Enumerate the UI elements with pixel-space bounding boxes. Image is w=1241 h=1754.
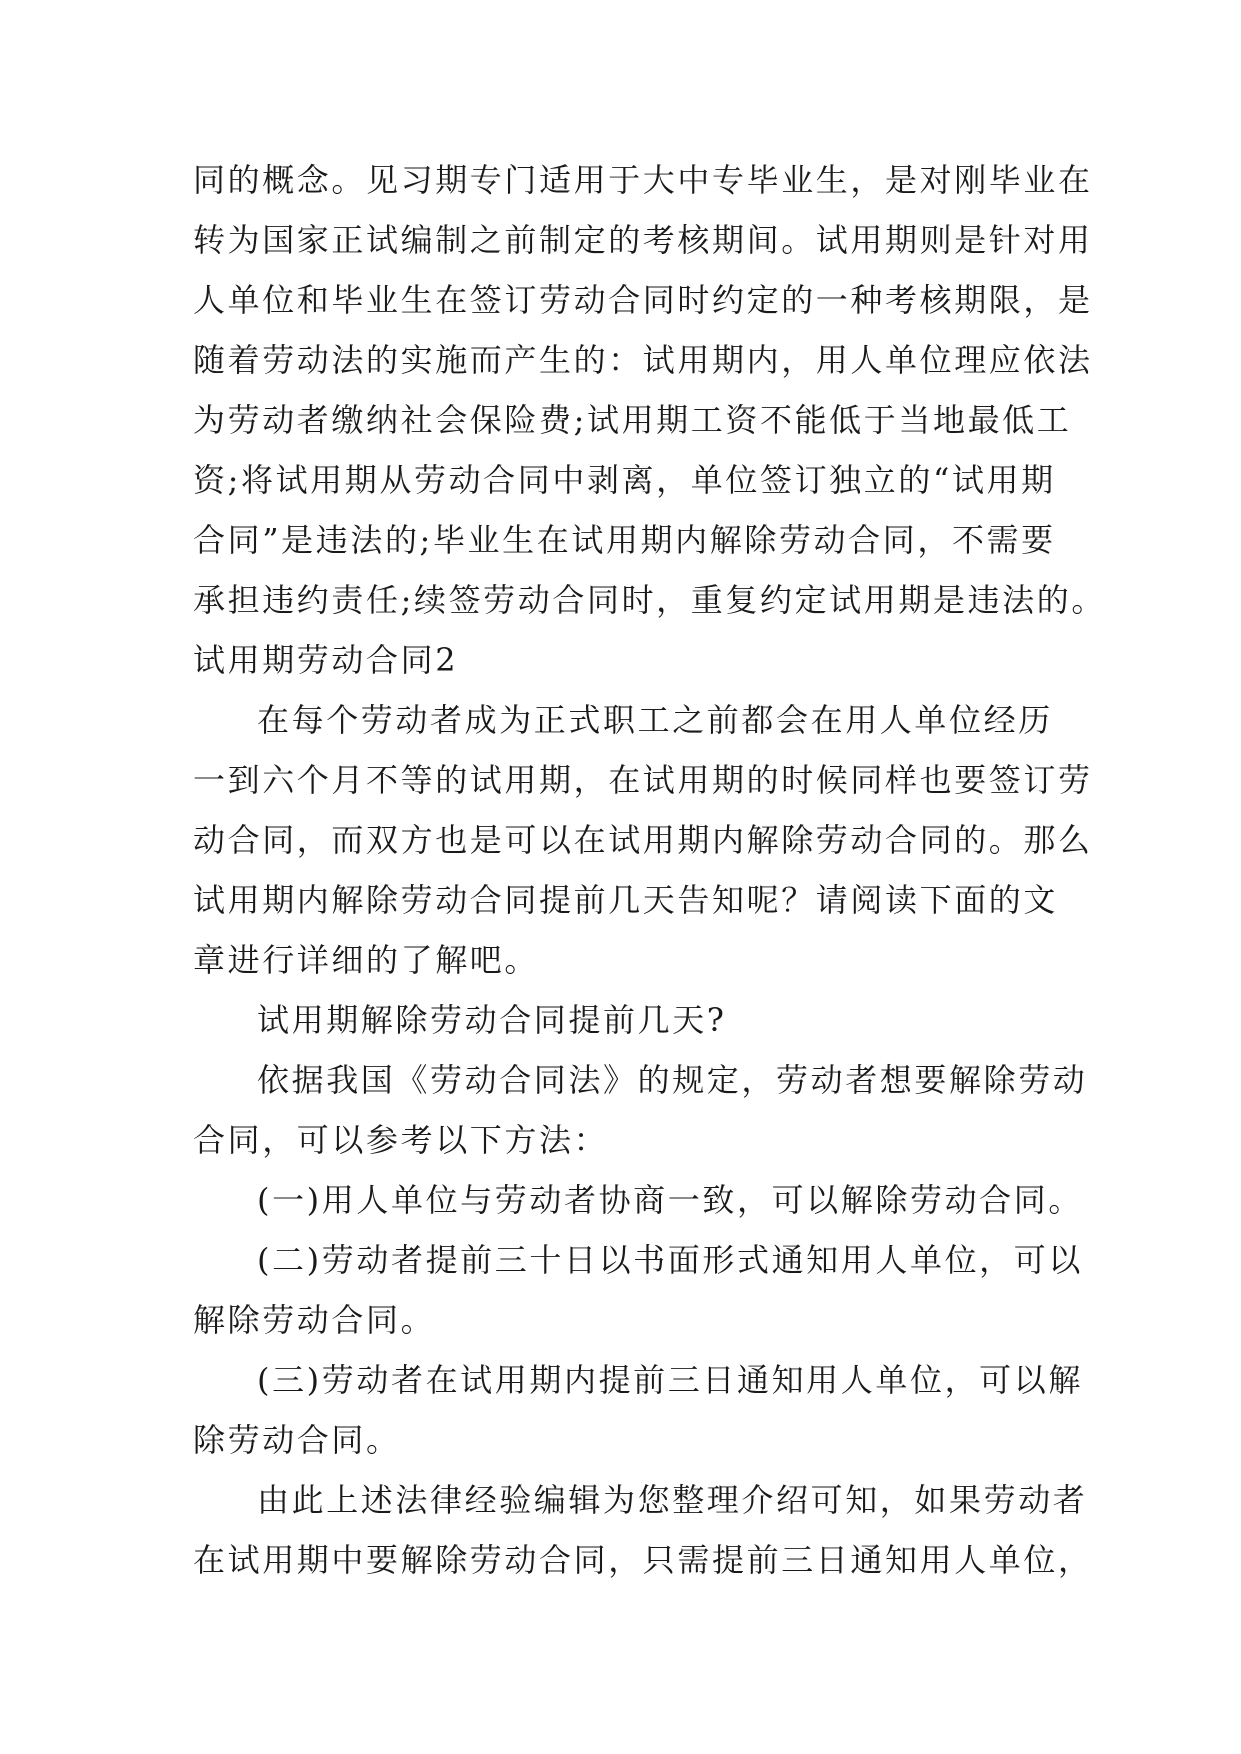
text-line: 随着劳动法的实施而产生的：试用期内，用人单位理应依法: [193, 341, 1093, 379]
text-line: 依据我国《劳动合同法》的规定，劳动者想要解除劳动: [257, 1061, 1088, 1099]
text-line: 人单位和毕业生在签订劳动合同时约定的一种考核期限，是: [193, 281, 1093, 319]
document-body: [193, 150, 1106, 1590]
text-line: 动合同，而双方也是可以在试用期内解除劳动合同的。那么: [193, 821, 1093, 859]
text-line: 试用期解除劳动合同提前几天?: [257, 1001, 727, 1039]
text-line: 解除劳动合同。: [193, 1301, 436, 1339]
text-line: (三)劳动者在试用期内提前三日通知用人单位，可以解: [257, 1361, 1083, 1399]
text-line: 在每个劳动者成为正式职工之前都会在用人单位经历: [257, 701, 1053, 739]
text-line: 资;将试用期从劳动合同中剥离，单位签订独立的“试用期: [193, 461, 1056, 499]
text-line: 在试用期中要解除劳动合同，只需提前三日通知用人单位，: [193, 1541, 1093, 1579]
text-line: 章进行详细的了解吧。: [193, 941, 540, 979]
text-line: 试用期劳动合同2: [193, 641, 459, 679]
text-line: 一到六个月不等的试用期，在试用期的时候同样也要签订劳: [193, 761, 1093, 799]
text-line: (一)用人单位与劳动者协商一致，可以解除劳动合同。: [257, 1181, 1083, 1219]
text-line: 除劳动合同。: [193, 1421, 401, 1459]
text-line: 合同，可以参考以下方法：: [193, 1121, 609, 1159]
text-line: 为劳动者缴纳社会保险费;试用期工资不能低于当地最低工: [193, 401, 1072, 439]
text-line: 由此上述法律经验编辑为您整理介绍可知，如果劳动者: [257, 1481, 1088, 1519]
text-line: 承担违约责任;续签劳动合同时，重复约定试用期是违法的。: [193, 581, 1106, 619]
text-line: (二)劳动者提前三十日以书面形式通知用人单位，可以: [257, 1241, 1083, 1279]
text-line: 试用期内解除劳动合同提前几天告知呢？请阅读下面的文: [193, 881, 1059, 919]
text-line: 转为国家正试编制之前制定的考核期间。试用期则是针对用: [193, 221, 1093, 259]
text-line: 同的概念。见习期专门适用于大中专毕业生，是对刚毕业在: [193, 161, 1093, 199]
text-line: 合同”是违法的;毕业生在试用期内解除劳动合同，不需要: [193, 521, 1056, 559]
